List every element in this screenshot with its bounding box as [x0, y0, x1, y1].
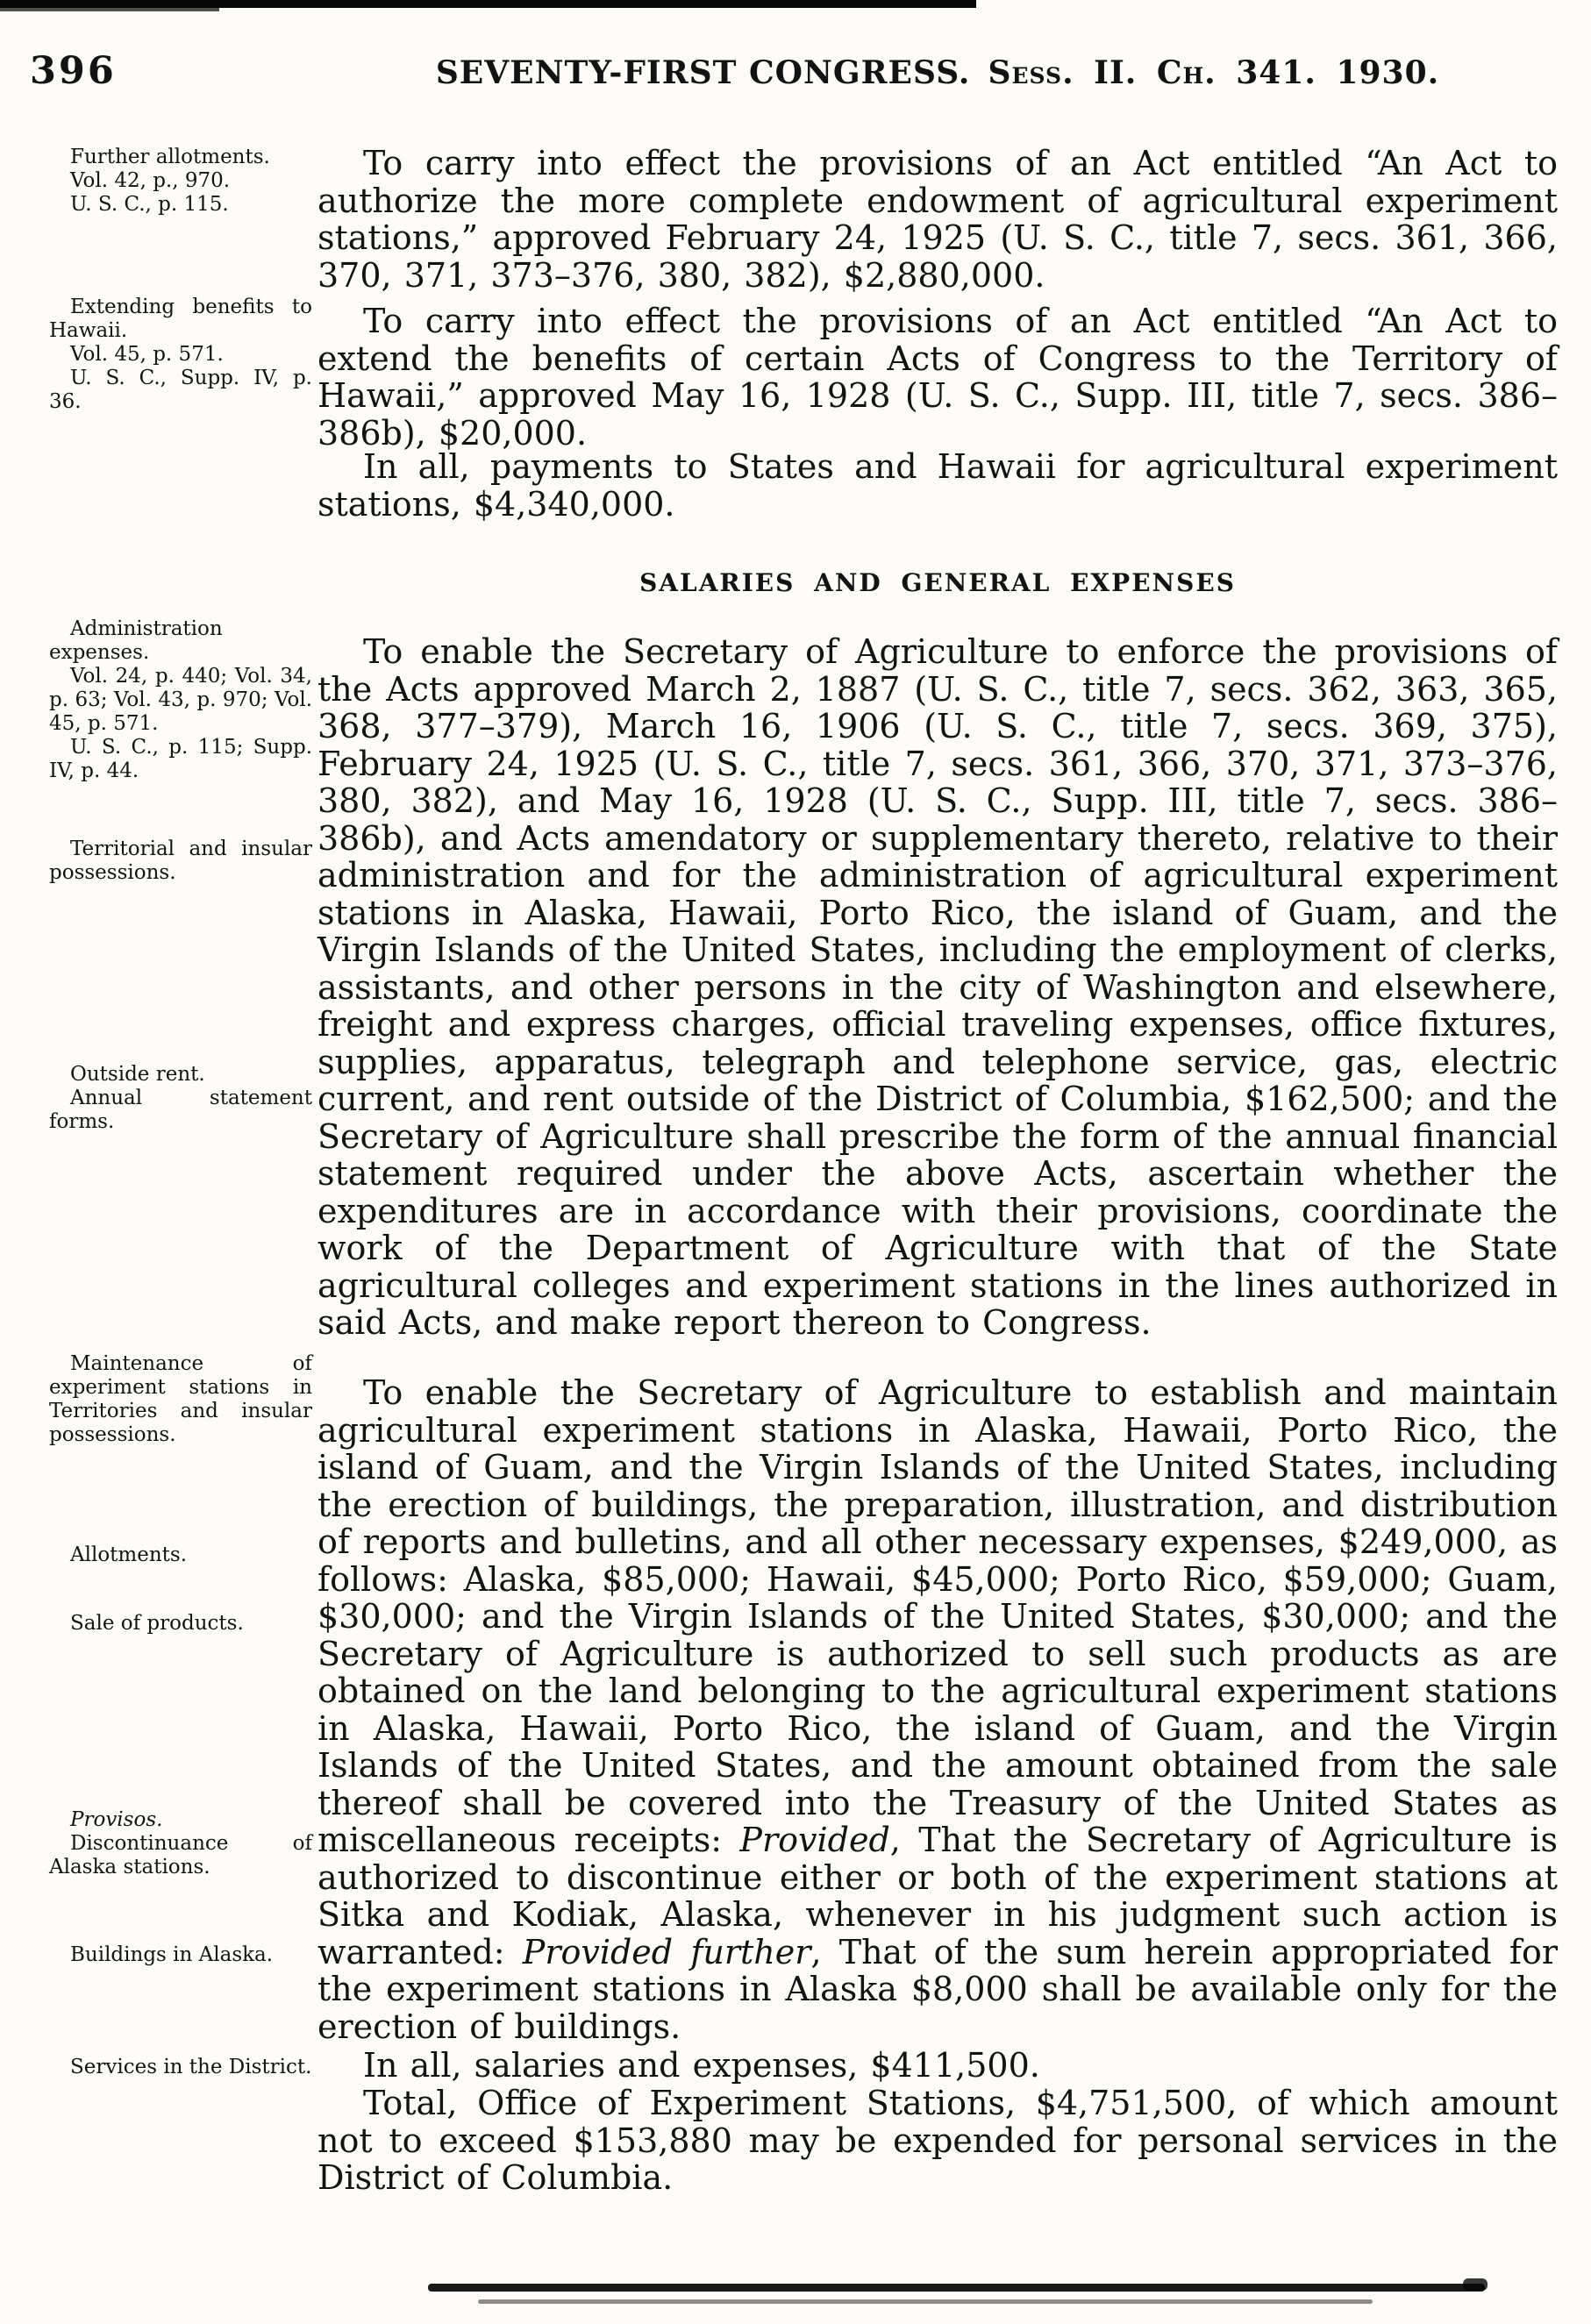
note-citation: Vol. 42, p., 970. [70, 169, 231, 192]
scan-artifact-top-smudge [0, 8, 219, 11]
note-further-allotments [49, 146, 312, 217]
note-line: Extending benefits to Hawaii. [49, 296, 312, 342]
paragraph-text [317, 1374, 1558, 2045]
note-line: Maintenance of experiment stations in Territories and insular possessions. [49, 1352, 312, 1446]
note-citation: U. S. C., p. 115. [70, 193, 229, 216]
paragraph-text: To carry into effect the provisions of an Act entitled “An Act to extend the benefits of certain Acts of Congress to the Territory of Hawaii,” approved May 16, 1928 (U. S. C., Supp. III, title 7, secs. 386–386b), $20,000. [317, 302, 1558, 453]
running-header-congress: SEVENTY-FIRST CONGRESS. [435, 54, 971, 91]
note-line: Sale of products. [70, 1612, 244, 1635]
paragraph-in-all-payments [317, 448, 1558, 523]
paragraph-segment: , That the Secretary of Agriculture is authorized to discontinue either or both of the experiment stations at Sitka and Kodiak, Alaska, whenever in his judgment such action is warranted: [317, 1821, 1558, 1971]
paragraph-hawaii-extension [317, 303, 1558, 452]
paragraph-maintenance-stations [317, 1374, 1558, 2045]
scan-artifact-bottom-blob [1463, 2278, 1488, 2291]
paragraph-segment: To enable the Secretary of Agriculture to establish and maintain agricultural experiment stations in Alaska, Hawaii, Porto Rico, the island of Guam, and the Virgin Islands of the United States, including the erection of buildings, the preparation, illustration, and distribution of reports and bulletins, and all other necessary expenses, $249,000, as follows: Alaska, $85,000; Hawaii, $45,000; Porto Rico, $59,000; Guam, $30,000; and the Virgin Islands of the United States, $30,000; and the Secretary of Agriculture is authorized to sell such products as are obtained on the land belonging to the agricultural experiment stations in Alaska, Hawaii, Porto Rico, the island of Guam, and the Virgin Islands of the United States, and the amount obtained from the sale thereof shall be covered into the Treasury of the United States as miscellaneous receipts: [317, 1373, 1558, 1859]
note-citation: U. S. C., Supp. IV, p. 36. [49, 367, 312, 413]
page-number: 396 [30, 49, 117, 93]
note-sale-of-products [49, 1612, 312, 1636]
paragraph-text: To enable the Secretary of Agriculture to enforce the provisions of the Acts approved March 2, 1887 (U. S. C., title 7, secs. 362, 363, 365, 368, 377–379), March 16, 1906 (U. S. C., title 7, secs. 369, 375), February 24, 1925 (U. S. C., title 7, secs. 361, 366, 370, 371, 373–376, 380, 382), and May 16, 1928 (U. S. C., Supp. III, title 7, secs. 386–386b), and Acts amendatory or supplementary thereto, relative to their administration and for the administration of agricultural experiment stations in Alaska, Hawaii, Porto Rico, the island of Guam, and the Virgin Islands of the United States, including the employment of clerks, assistants, and other persons in the city of Washington and elsewhere, freight and express charges, official traveling expenses, office fixtures, supplies, apparatus, telegraph and telephone service, gas, electric current, and rent outside of the District of Columbia, $162,500; and the Secretary of Agriculture shall prescribe the form of the annual financial statement required under the above Acts, ascertain whether the expenditures are in accordance with their provisions, coordinate the work of the Department of Agriculture with that of the State agricultural colleges and experiment stations in the lines authorized in said Acts, and make report thereon to Congress. [317, 632, 1558, 1342]
note-allotments [49, 1543, 312, 1567]
note-line: Territorial and insular possessions. [49, 838, 312, 884]
note-annual-statement-forms [49, 1087, 312, 1134]
scan-artifact-bottom-streak [478, 2299, 1373, 2304]
running-header-session: Sess. II. Ch. 341. 1930. [988, 54, 1440, 91]
note-territorial-possessions [49, 838, 312, 885]
note-extending-hawaii [49, 296, 312, 414]
paragraph-in-all-salaries [317, 2047, 1558, 2085]
note-line: Administration expenses. [49, 617, 223, 664]
note-services-district [49, 2056, 312, 2079]
note-citation: U. S. C., p. 115; Supp. IV, p. 44. [49, 736, 312, 782]
section-heading-salaries: SALARIES AND GENERAL EXPENSES [639, 568, 1236, 597]
paragraph-text: In all, salaries and expenses, $411,500. [363, 2046, 1040, 2085]
paragraph-text: To carry into effect the provisions of an Act entitled “An Act to authorize the more complete endowment of agricultural experiment stations,” approved February 24, 1925 (U. S. C., title 7, secs. 361, 366, 370, 371, 373–376, 380, 382), $2,880,000. [317, 144, 1558, 295]
proviso-term: Provided [739, 1821, 890, 1859]
paragraph-salaries-general [317, 633, 1558, 1342]
paragraph-text: In all, payments to States and Hawaii for agricultural experiment stations, $4,340,000. [317, 447, 1558, 524]
note-administration-expenses [49, 617, 312, 783]
note-line: Discontinuance of Alaska stations. [49, 1832, 312, 1878]
note-line: Annual statement forms. [49, 1087, 312, 1133]
note-maintenance-stations [49, 1352, 312, 1447]
note-line: Further allotments. [70, 146, 270, 168]
note-citation: Vol. 24, p. 440; Vol. 34, p. 63; Vol. 43, p. 970; Vol. 45, p. 571. [49, 665, 312, 735]
scan-artifact-top-bar [0, 0, 976, 8]
note-line-provisos: Provisos. [70, 1808, 163, 1831]
running-header [317, 54, 1558, 91]
note-line: Services in the District. [70, 2056, 312, 2078]
note-line: Allotments. [70, 1543, 188, 1566]
note-line: Outside rent. [70, 1063, 205, 1086]
proviso-further-term: Provided further [522, 1932, 811, 1971]
note-provisos-discontinuance [49, 1808, 312, 1879]
scan-artifact-bottom-bar [428, 2284, 1485, 2292]
paragraph-text: Total, Office of Experiment Stations, $4,751,500, of which amount not to exceed $153,880 may be expended for personal services in the District of Columbia. [317, 2084, 1558, 2197]
note-buildings-alaska [49, 1943, 312, 1967]
paragraph-further-allotments [317, 145, 1558, 294]
note-citation: Vol. 45, p. 571. [70, 343, 224, 366]
paragraph-segment: , That of the sum herein appropriated for the experiment stations in Alaska $8,000 shall be available only for the erection of buildings. [317, 1932, 1558, 2046]
note-outside-rent [49, 1063, 312, 1087]
paragraph-total-office [317, 2085, 1558, 2197]
note-line: Buildings in Alaska. [70, 1943, 274, 1966]
